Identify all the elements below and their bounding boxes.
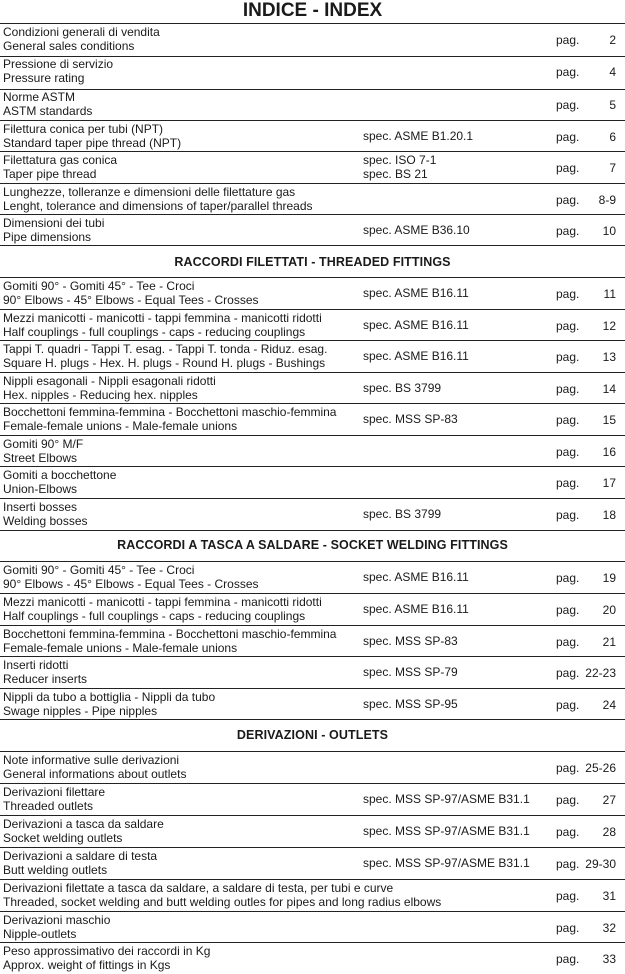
entry-title-english: General informations about outlets — [3, 766, 187, 781]
entry-title-italian: Gomiti a bocchettone — [3, 468, 117, 482]
spec-line: spec. ASME B16.11 — [363, 602, 469, 616]
index-entry[interactable] — [0, 658, 625, 688]
entry-title-english: Swage nipples - Pipe nipples — [3, 703, 158, 718]
spec-line: spec. ASME B16.11 — [363, 318, 469, 332]
entry-description — [3, 754, 363, 781]
entry-spec — [363, 857, 548, 871]
entry-title-italian: Filettura conica per tubi (NPT) — [3, 122, 164, 136]
entry-title-english: ASTM standards — [3, 103, 93, 118]
entry-description — [3, 186, 363, 213]
entry-title-english: Union-Elbows — [3, 481, 78, 496]
divider — [0, 911, 625, 912]
index-entry[interactable] — [0, 817, 625, 847]
page-label: pag. — [556, 793, 580, 807]
index-entry[interactable] — [0, 753, 625, 783]
index-entry[interactable] — [0, 279, 625, 309]
entry-title-english: 90° Elbows - 45° Elbows - Equal Tees - Crosses — [3, 576, 259, 591]
page-label: pag. — [556, 635, 580, 649]
entry-title-english: General sales conditions — [3, 38, 135, 53]
page-label: pag. — [556, 319, 580, 333]
index-entry[interactable] — [0, 627, 625, 657]
entry-title-italian: Mezzi manicotti - manicotti - tappi femmina - manicotti ridotti — [3, 311, 322, 325]
spec-line: spec. BS 21 — [363, 166, 428, 181]
entry-description — [3, 914, 363, 941]
page-label: pag. — [556, 130, 580, 144]
entry-title-italian: Peso approssimativo dei raccordi in Kg — [3, 944, 211, 958]
entry-title-english: Reducer inserts — [3, 671, 88, 686]
entry-description — [3, 123, 363, 150]
entry-description — [3, 438, 363, 465]
entry-spec — [363, 793, 548, 807]
entry-title-italian: Inserti bosses — [3, 500, 78, 514]
page-number: 13 — [602, 350, 616, 364]
entry-title-english: Female-female unions - Male-female unions — [3, 640, 238, 655]
index-entry[interactable] — [0, 342, 625, 372]
divider — [0, 688, 625, 689]
entry-spec — [363, 698, 548, 712]
entry-title-english: Nipple-outlets — [3, 926, 77, 941]
page-label: pag. — [556, 193, 580, 207]
spec-line: spec. MSS SP-95 — [363, 697, 458, 711]
divider — [0, 847, 625, 848]
divider — [0, 183, 625, 184]
divider — [0, 277, 625, 278]
spec-line: spec. MSS SP-97/ASME B31.1 — [363, 824, 530, 838]
divider — [0, 561, 625, 562]
entry-title-italian: Filettatura gas conica — [3, 153, 118, 167]
page-label: pag. — [556, 921, 580, 935]
index-entry[interactable] — [0, 690, 625, 720]
page-number: 20 — [602, 603, 616, 617]
page-label: pag. — [556, 98, 580, 112]
index-entry[interactable] — [0, 311, 625, 341]
entry-description — [3, 406, 363, 433]
index-entry[interactable] — [0, 500, 625, 530]
entry-description — [3, 501, 363, 528]
entry-spec — [363, 635, 548, 649]
entry-title-english: Hex. nipples - Reducing hex. nipples — [3, 387, 198, 402]
entry-description — [3, 659, 363, 686]
entry-title-english: Threaded, socket welding and butt welding outles for pipes and long radius elbows — [3, 894, 442, 909]
page-number: 25-26 — [585, 761, 616, 775]
entry-spec — [363, 287, 548, 301]
spec-line: spec. MSS SP-83 — [363, 634, 458, 648]
entry-spec — [363, 382, 548, 396]
divider — [0, 435, 625, 436]
page-number: 19 — [602, 571, 616, 585]
section-heading: DERIVAZIONI - OUTLETS — [236, 728, 389, 742]
page-number: 27 — [602, 793, 616, 807]
entry-title-english: Threaded outlets — [3, 798, 94, 813]
page-number: 29-30 — [585, 857, 616, 871]
page-label: pag. — [556, 761, 580, 775]
spec-line: spec. ASME B36.10 — [363, 223, 470, 237]
spec-line: spec. MSS SP-83 — [363, 412, 458, 426]
entry-description — [3, 280, 363, 307]
index-entry[interactable] — [0, 25, 625, 55]
page-number: 12 — [602, 319, 616, 333]
index-entry[interactable] — [0, 185, 625, 215]
entry-spec — [363, 603, 548, 617]
page-label: pag. — [556, 666, 580, 680]
entry-title-english: Butt welding outlets — [3, 862, 108, 877]
page-label: pag. — [556, 476, 580, 490]
entry-title-italian: Norme ASTM — [3, 90, 76, 104]
entry-spec — [363, 571, 548, 585]
index-entry[interactable] — [0, 913, 625, 943]
divider — [0, 120, 625, 121]
entry-description — [3, 818, 363, 845]
page-label: pag. — [556, 287, 580, 301]
page-number: 14 — [602, 382, 616, 396]
divider — [0, 498, 625, 499]
spec-line: spec. ASME B1.20.1 — [363, 129, 474, 143]
divider — [0, 815, 625, 816]
index-entry[interactable] — [0, 881, 625, 911]
page-number: 17 — [602, 476, 616, 490]
entry-description — [3, 881, 442, 909]
index-entry[interactable] — [0, 90, 625, 120]
entry-description — [3, 564, 363, 591]
entry-title-english: Pipe dimensions — [3, 229, 92, 244]
entry-spec — [363, 825, 548, 839]
entry-description — [3, 691, 363, 718]
divider — [0, 23, 625, 24]
entry-description — [3, 154, 363, 181]
entry-spec — [363, 350, 548, 364]
entry-description — [3, 628, 363, 655]
page-number: 15 — [602, 413, 616, 427]
index-entry[interactable] — [0, 57, 625, 87]
entry-title-english: Approx. weight of fittings in Kgs — [3, 957, 171, 972]
page-number: 32 — [602, 921, 616, 935]
page-label: pag. — [556, 889, 580, 903]
entry-description — [3, 217, 363, 244]
entry-title-english: Socket welding outlets — [3, 830, 123, 845]
page-label: pag. — [556, 825, 580, 839]
divider — [0, 530, 625, 531]
entry-title-italian: Lunghezze, tolleranze e dimensioni delle filettature gas — [3, 185, 296, 199]
spec-line: spec. ASME B16.11 — [363, 286, 469, 300]
index-entry[interactable] — [0, 468, 625, 498]
entry-title-italian: Dimensioni dei tubi — [3, 216, 105, 230]
entry-spec — [363, 130, 548, 144]
index-entry[interactable] — [0, 216, 625, 246]
page-number: 22-23 — [585, 666, 616, 680]
entry-spec — [363, 319, 548, 333]
page-number: 7 — [609, 161, 616, 175]
entry-title-italian: Gomiti 90° - Gomiti 45° - Tee - Croci — [3, 563, 195, 577]
entry-description — [3, 343, 363, 370]
page-number: 11 — [603, 287, 616, 301]
page-label: pag. — [556, 698, 580, 712]
page-number: 28 — [602, 825, 616, 839]
page-number: 6 — [609, 130, 616, 144]
entry-description — [3, 469, 363, 496]
page-label: pag. — [556, 571, 580, 585]
index-entry[interactable] — [0, 595, 625, 625]
entry-spec — [363, 666, 548, 680]
entry-title-english: Lenght, tolerance and dimensions of taper/parallel threads — [3, 198, 313, 213]
spec-line: spec. BS 3799 — [363, 507, 442, 521]
entry-title-italian: Pressione di servizio — [3, 57, 114, 71]
section-heading: RACCORDI FILETTATI - THREADED FITTINGS — [174, 255, 451, 269]
page-title: INDICE - INDEX — [242, 0, 383, 21]
entry-title-italian: Derivazioni a tasca da saldare — [3, 817, 164, 831]
index-entry[interactable] — [0, 405, 625, 435]
entry-title-italian: Inserti ridotti — [3, 658, 69, 672]
entry-title-english: Taper pipe thread — [3, 166, 97, 181]
divider — [0, 593, 625, 594]
spec-line: spec. MSS SP-97/ASME B31.1 — [363, 856, 530, 870]
entry-description — [3, 786, 363, 813]
page-label: pag. — [556, 508, 580, 522]
spec-line: spec. ASME B16.11 — [363, 570, 469, 584]
page-label: pag. — [556, 161, 580, 175]
page-label: pag. — [556, 382, 580, 396]
entry-title-english: Street Elbows — [3, 450, 78, 465]
entry-description — [3, 312, 363, 339]
page-label: pag. — [556, 65, 580, 79]
page-label: pag. — [556, 224, 580, 238]
spec-line: spec. ISO 7-1 — [363, 153, 437, 167]
entry-title-italian: Bocchettoni femmina-femmina - Bocchettoni maschio-femmina — [3, 627, 337, 641]
entry-title-italian: Tappi T. quadri - Tappi T. esag. - Tappi T. tonda - Riduz. esag. — [3, 342, 328, 356]
entry-description — [3, 58, 363, 85]
index-entry[interactable] — [0, 563, 625, 593]
spec-line: spec. ASME B16.11 — [363, 349, 469, 363]
page-number: 4 — [609, 65, 616, 79]
entry-title-italian: Nippli da tubo a bottiglia - Nippli da tubo — [3, 690, 216, 704]
page-label: pag. — [556, 445, 580, 459]
page-number: 31 — [602, 889, 616, 903]
page-label: pag. — [556, 952, 580, 966]
page-number: 16 — [602, 445, 616, 459]
entry-title-italian: Gomiti 90° M/F — [3, 437, 84, 451]
entry-title-italian: Condizioni generali di vendita — [3, 25, 160, 39]
divider — [0, 372, 625, 373]
index-entry[interactable] — [0, 122, 625, 152]
entry-title-italian: Mezzi manicotti - manicotti - tappi femmina - manicotti ridotti — [3, 595, 322, 609]
spec-line: spec. BS 3799 — [363, 381, 442, 395]
entry-spec — [363, 413, 548, 427]
entry-title-english: Square H. plugs - Hex. H. plugs - Round H. plugs - Bushings — [3, 355, 326, 370]
index-entry[interactable] — [0, 785, 625, 815]
entry-spec — [363, 224, 548, 238]
page-label: pag. — [556, 33, 580, 47]
entry-title-italian: Derivazioni filettate a tasca da saldare, a saldare di testa, per tubi e curve — [3, 881, 394, 895]
index-entry[interactable] — [0, 944, 625, 974]
spec-line: spec. MSS SP-97/ASME B31.1 — [363, 792, 530, 806]
entry-title-english: Female-female unions - Male-female unions — [3, 418, 238, 433]
entry-title-english: Pressure rating — [3, 70, 85, 85]
entry-description — [3, 375, 363, 402]
entry-title-italian: Derivazioni maschio — [3, 913, 111, 927]
page-number: 5 — [609, 98, 616, 112]
entry-spec — [363, 154, 548, 181]
page-number: 8-9 — [598, 193, 616, 207]
entry-title-italian: Note informative sulle derivazioni — [3, 753, 180, 767]
divider — [0, 309, 625, 310]
page-label: pag. — [556, 350, 580, 364]
divider — [0, 783, 625, 784]
divider — [0, 879, 625, 880]
entry-title-italian: Gomiti 90° - Gomiti 45° - Tee - Croci — [3, 279, 195, 293]
entry-title-italian: Derivazioni filettare — [3, 785, 106, 799]
page-label: pag. — [556, 857, 580, 871]
page-number: 24 — [602, 698, 616, 712]
divider — [0, 751, 625, 752]
page-number: 10 — [602, 224, 616, 238]
index-entry[interactable] — [0, 437, 625, 467]
page-label: pag. — [556, 603, 580, 617]
page-number: 18 — [602, 508, 616, 522]
entry-title-english: Half couplings - full couplings - caps - reducing couplings — [3, 324, 306, 339]
entry-description — [3, 850, 363, 877]
entry-spec — [363, 508, 548, 522]
index-entry[interactable] — [0, 153, 625, 183]
page-label: pag. — [556, 413, 580, 427]
page-number: 21 — [602, 635, 616, 649]
section-heading: RACCORDI A TASCA A SALDARE - SOCKET WELDING FITTINGS — [117, 538, 508, 552]
index-entry[interactable] — [0, 374, 625, 404]
index-entry[interactable] — [0, 849, 625, 879]
page-number: 2 — [609, 33, 616, 47]
entry-title-english: Welding bosses — [3, 513, 88, 528]
entry-description — [3, 945, 363, 972]
spec-line: spec. MSS SP-79 — [363, 665, 458, 679]
entry-description — [3, 91, 363, 118]
divider — [0, 625, 625, 626]
entry-title-english: 90° Elbows - 45° Elbows - Equal Tees - Crosses — [3, 292, 259, 307]
entry-description — [3, 596, 363, 623]
entry-title-italian: Nippli esagonali - Nippli esagonali ridotti — [3, 374, 216, 388]
entry-description — [3, 26, 363, 53]
entry-title-english: Standard taper pipe thread (NPT) — [3, 135, 182, 150]
page-number: 33 — [602, 952, 616, 966]
entry-title-english: Half couplings - full couplings - caps - reducing couplings — [3, 608, 306, 623]
entry-title-italian: Derivazioni a saldare di testa — [3, 849, 158, 863]
entry-title-italian: Bocchettoni femmina-femmina - Bocchettoni maschio-femmina — [3, 405, 337, 419]
